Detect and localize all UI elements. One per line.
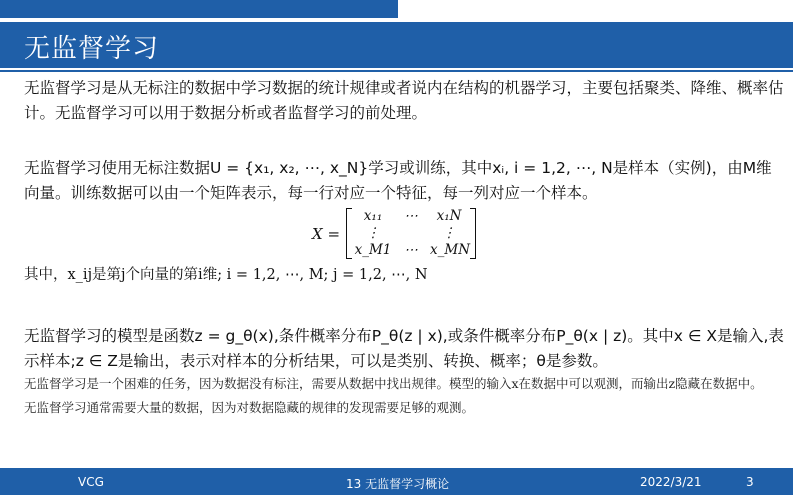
- matrix-cell: ⋮: [366, 225, 380, 241]
- matrix-cell: x₁₁: [363, 208, 383, 224]
- note-data-amount: 无监督学习通常需要大量的数据，因为对数据隐藏的规律的发现需要足够的观测。: [24, 400, 475, 415]
- title-divider: [0, 70, 793, 72]
- matrix-row: [354, 208, 468, 225]
- matrix-cell: ⋮: [442, 225, 456, 241]
- note-difficulty: 无监督学习是一个困难的任务，因为数据没有标注，需要从数据中找出规律。模型的输入x在数据中可以观测，而输出z隐藏在数据中。: [24, 376, 763, 391]
- page-number: 3: [746, 475, 754, 489]
- slide-title: 无监督学习: [24, 34, 160, 64]
- matrix-cell: x₁N: [436, 208, 462, 224]
- data-paragraph: 无监督学习使用无标注数据U = {x₁, x₂, ⋯, x_N}学习或训练，其中xᵢ, i = 1,2, ⋯, N是样本（实例)，由M维向量。训练数据可以由一个矩阵表示，每一行对应一个特征，每一列对应一个样本。: [24, 159, 772, 202]
- footer-org: VCG: [78, 475, 104, 489]
- data-matrix: [346, 208, 476, 259]
- model-paragraph: 无监督学习的模型是函数z = g_θ(x),条件概率分布P_θ(z | x),或条件概率分布P_θ(x | z)。其中x ∈ X是输入,表示样本;z ∈ Z是输出，表示对样本的分析结果，可以是类别、转换、概率；θ是参数。: [24, 327, 784, 370]
- matrix-row: [354, 225, 468, 242]
- matrix-row: [354, 242, 471, 259]
- matrix-cell: [392, 225, 430, 242]
- matrix-cell: x_MN: [430, 242, 471, 258]
- footer-bar: [0, 468, 793, 495]
- matrix-equation: [24, 206, 784, 264]
- footer-chapter: 13 无监督学习概论: [346, 477, 450, 491]
- matrix-cell: ⋯: [404, 208, 418, 224]
- footer-date: 2022/3/21: [640, 475, 702, 489]
- matrix-lhs: X =: [312, 224, 341, 243]
- header-accent-strip: [0, 0, 398, 18]
- matrix-cell: ⋯: [404, 242, 418, 258]
- matrix-cell: x_M1: [354, 242, 392, 258]
- slide-content: [24, 76, 784, 418]
- intro-paragraph: 无监督学习是从无标注的数据中学习数据的统计规律或者说内在结构的机器学习，主要包括聚类、降维、概率估计。无监督学习可以用于数据分析或者监督学习的前处理。: [24, 79, 784, 122]
- matrix-explanation: 其中，x_ij是第j个向量的第i维; i = 1,2, ⋯, M; j = 1,2, ⋯, N: [24, 267, 428, 283]
- title-bar: [0, 22, 793, 68]
